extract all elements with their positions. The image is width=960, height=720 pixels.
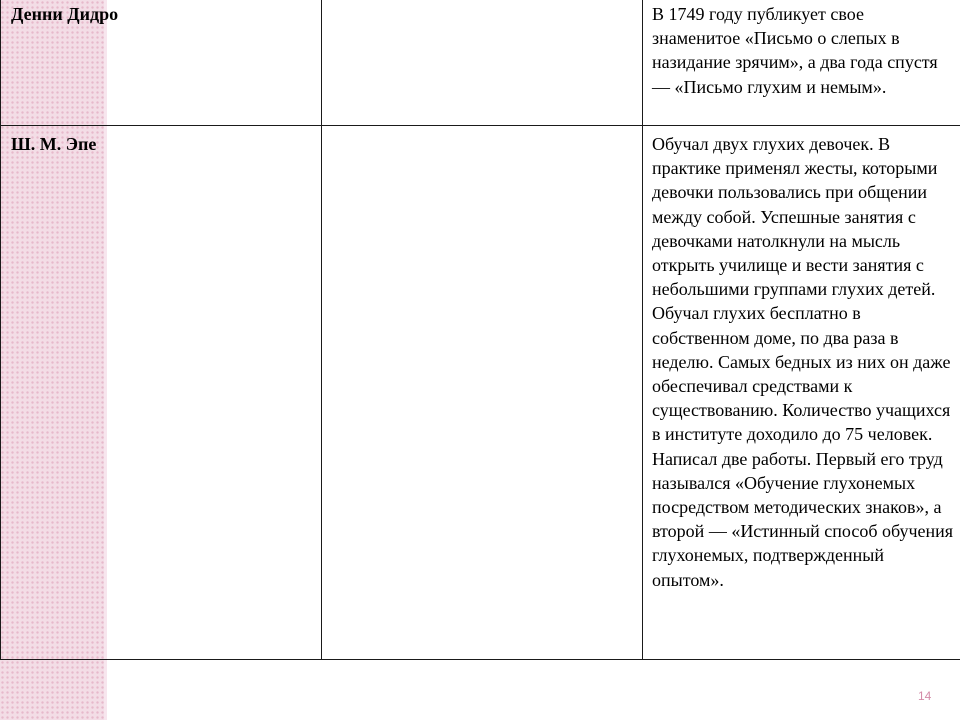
table-row	[1, 126, 960, 660]
description-text: В 1749 году публикует свое знаменитое «Письмо о слепых в назидание зрячим», а два года спустя — «Письмо глухим и немым».	[652, 4, 938, 97]
empty-cell	[322, 0, 643, 126]
person-name-cell	[1, 126, 322, 660]
description-text: Обучал двух глухих девочек. В практике применял жесты, которыми девочки пользовались при общении между собой. Успешные занятия с девочками натолкнули на мысль открыть училище и вести занятия с небольшими группами глухих детей. Обучал глухих бесплатно в собственном доме, по два раза в неделю. Самых бедных из них он даже обеспечивал средствами к существованию. Количество учащихся в институте доходило до 75 человек. Написал две работы. Первый его труд назывался «Обучение глухонемых посредством методических знаков», а второй — «Истинный способ обучения глухонемых, подтвержденный опытом».	[652, 134, 954, 590]
person-name-cell	[1, 0, 322, 126]
description-cell	[643, 0, 960, 126]
page-number: 14	[918, 689, 932, 703]
description-cell	[643, 126, 960, 660]
empty-cell	[322, 126, 643, 660]
person-name: Денни Дидро	[11, 4, 119, 24]
person-name: Ш. М. Эпе	[11, 134, 97, 154]
table-row	[1, 0, 960, 126]
